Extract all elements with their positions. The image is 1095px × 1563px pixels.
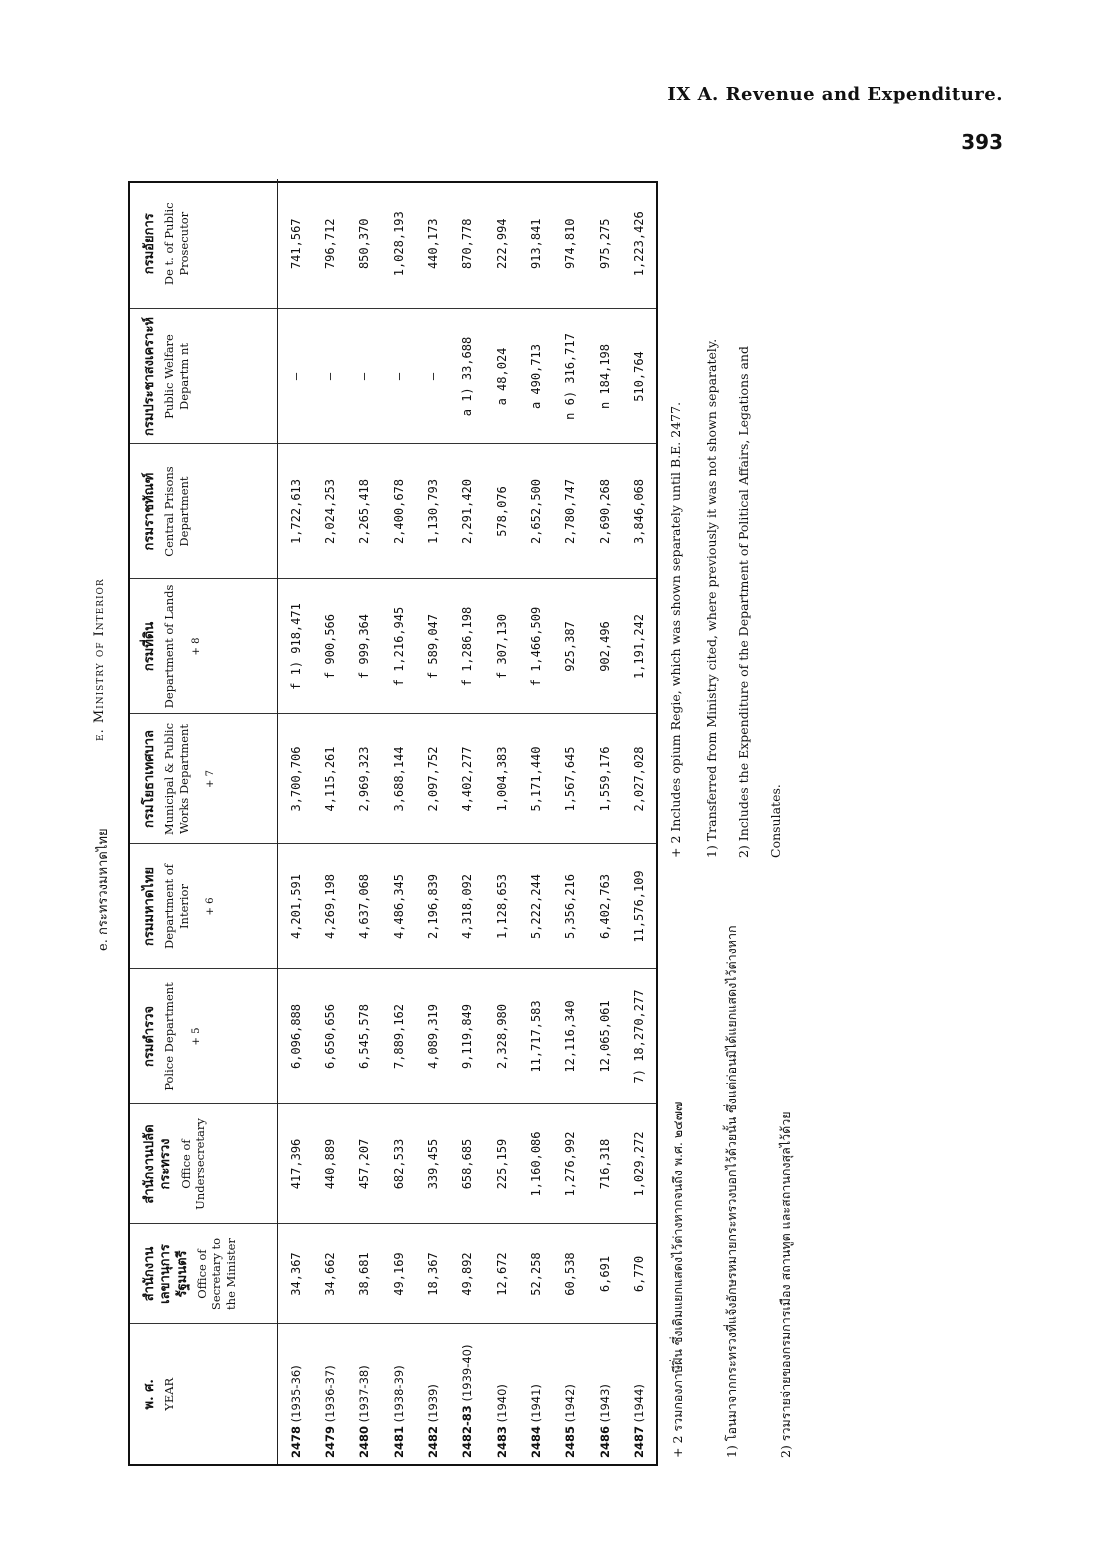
value-cell: 1,722,613 <box>278 444 314 579</box>
year-cell <box>587 1324 621 1464</box>
value-cell: 741,567 <box>278 179 314 309</box>
year-ad: (1938-39) <box>391 1365 406 1423</box>
footnote-eng-4: Consulates. <box>768 784 783 858</box>
column-header-english: Public Welfare Departm nt <box>162 334 191 419</box>
value-cell: 3,846,068 <box>622 444 656 579</box>
column-header-7 <box>130 444 278 579</box>
column-header-english: YEAR <box>162 1377 177 1411</box>
column-header-4 <box>130 844 278 969</box>
value-cell: — <box>313 309 347 444</box>
column-header-thai: สำนักงานเลขานุการรัฐมนตรี <box>142 1244 190 1304</box>
value-cell: 682,533 <box>382 1104 416 1224</box>
value-cell: 4,486,345 <box>382 844 416 969</box>
value-cell: 6,096,888 <box>278 969 314 1104</box>
year-cell <box>416 1324 450 1464</box>
header-row <box>130 179 278 1464</box>
value-cell: 5,171,440 <box>519 714 553 844</box>
column-header-thai: กรมประชาสงเคราะห์ <box>142 316 157 437</box>
table-row <box>587 179 621 1464</box>
value-cell: 6,402,763 <box>587 844 621 969</box>
year-be: 2479 <box>323 1425 338 1458</box>
year-ad: (1944) <box>631 1384 646 1423</box>
year-be: 2481 <box>391 1425 406 1458</box>
footnote-eng-3: 2) Includes the Expenditure of the Department of Political Affairs, Legations and <box>736 346 751 858</box>
value-cell: 1,004,383 <box>485 714 519 844</box>
value-cell: 12,116,340 <box>553 969 587 1104</box>
value-cell: n 184,198 <box>587 309 621 444</box>
year-cell <box>519 1324 553 1464</box>
column-header-1 <box>130 1224 278 1324</box>
column-note: + 5 <box>190 1027 202 1046</box>
value-cell: 6,770 <box>622 1224 656 1324</box>
year-ad: (1937-38) <box>357 1365 372 1423</box>
expenditure-table <box>128 181 658 1466</box>
table-row <box>313 179 347 1464</box>
value-cell: 1,028,193 <box>382 179 416 309</box>
year-cell <box>382 1324 416 1464</box>
value-cell: 3,700,706 <box>278 714 314 844</box>
year-cell <box>313 1324 347 1464</box>
value-cell: 1,128,653 <box>485 844 519 969</box>
value-cell: 34,367 <box>278 1224 314 1324</box>
value-cell: 34,662 <box>313 1224 347 1324</box>
value-cell: 1,276,992 <box>553 1104 587 1224</box>
value-cell: 1,130,793 <box>416 444 450 579</box>
column-header-english: De t. of Public Prosecutor <box>162 202 191 286</box>
value-cell: 1,567,645 <box>553 714 587 844</box>
value-cell: 2,196,839 <box>416 844 450 969</box>
year-be: 2483 <box>494 1425 509 1458</box>
column-header-thai: สำนักงานปลัดกระทรวง <box>142 1124 174 1204</box>
value-cell: 457,207 <box>347 1104 381 1224</box>
value-cell: 2,328,980 <box>485 969 519 1104</box>
value-cell: 510,764 <box>622 309 656 444</box>
value-cell: 975,275 <box>587 179 621 309</box>
column-note: + 7 <box>205 770 216 788</box>
column-header-8 <box>130 309 278 444</box>
value-cell: 18,367 <box>416 1224 450 1324</box>
value-cell: 925,387 <box>553 579 587 714</box>
value-cell: 850,370 <box>347 179 381 309</box>
column-header-thai: กรมมหาดไทย <box>142 866 157 947</box>
value-cell: 1,223,426 <box>622 179 656 309</box>
table-row <box>278 179 314 1464</box>
value-cell: 52,258 <box>519 1224 553 1324</box>
value-cell: 339,455 <box>416 1104 450 1224</box>
value-cell: 12,065,061 <box>587 969 621 1104</box>
value-cell: f 999,364 <box>347 579 381 714</box>
column-note: + 6 <box>205 897 216 916</box>
value-cell: f 307,130 <box>485 579 519 714</box>
value-cell: f 1,466,509 <box>519 579 553 714</box>
column-header-2 <box>130 1104 278 1224</box>
column-header-english: Police Department <box>162 982 177 1091</box>
value-cell: 2,027,028 <box>622 714 656 844</box>
value-cell: 4,318,092 <box>450 844 484 969</box>
value-cell: 1,029,272 <box>622 1104 656 1224</box>
year-be: 2482-83 <box>460 1405 475 1458</box>
page-number: 393 <box>961 130 1003 154</box>
value-cell: a 1) 33,688 <box>450 309 484 444</box>
year-be: 2485 <box>563 1425 578 1458</box>
value-cell: 440,889 <box>313 1104 347 1224</box>
value-cell: 1,191,242 <box>622 579 656 714</box>
value-cell: 4,201,591 <box>278 844 314 969</box>
column-note: + 8 <box>190 637 202 656</box>
section-title-thai: e. กระทรวงมหาดไทย <box>96 828 111 951</box>
column-header-english: Department of Interior <box>162 864 191 949</box>
column-header-thai: กรมตำรวจ <box>142 1005 157 1068</box>
year-cell <box>622 1324 656 1464</box>
value-cell: — <box>382 309 416 444</box>
value-cell: 60,538 <box>553 1224 587 1324</box>
value-cell: 2,690,268 <box>587 444 621 579</box>
value-cell: 440,173 <box>416 179 450 309</box>
column-header-5 <box>130 714 278 844</box>
value-cell: 4,115,261 <box>313 714 347 844</box>
value-cell: 796,712 <box>313 179 347 309</box>
column-header-0 <box>130 1324 278 1464</box>
column-header-english: Department of Lands <box>162 584 177 709</box>
year-cell <box>450 1324 484 1464</box>
value-cell: 2,265,418 <box>347 444 381 579</box>
value-cell: 7) 18,270,277 <box>622 969 656 1104</box>
value-cell: 6,650,656 <box>313 969 347 1104</box>
value-cell: 6,691 <box>587 1224 621 1324</box>
table-row <box>347 179 381 1464</box>
column-header-english: Office of Secretary to the Minister <box>194 1237 238 1311</box>
value-cell: 4,637,068 <box>347 844 381 969</box>
year-ad: (1943) <box>597 1384 612 1423</box>
value-cell: 716,318 <box>587 1104 621 1224</box>
column-header-3 <box>130 969 278 1104</box>
value-cell: — <box>416 309 450 444</box>
year-ad: (1939) <box>426 1384 441 1423</box>
table-row <box>416 179 450 1464</box>
value-cell: 4,402,277 <box>450 714 484 844</box>
value-cell: — <box>347 309 381 444</box>
year-be: 2478 <box>288 1425 303 1458</box>
value-cell: 4,089,319 <box>416 969 450 1104</box>
year-be: 2486 <box>597 1425 612 1458</box>
year-be: 2487 <box>631 1425 646 1458</box>
footnote-thai-3: 2) รวมรายจ่ายของกรมการเมือง สถานทูต และสถานกงสุลไว้ด้วย <box>778 1111 793 1458</box>
column-header-thai: กรมที่ดิน <box>142 621 157 672</box>
value-cell: 2,400,678 <box>382 444 416 579</box>
value-cell: 49,169 <box>382 1224 416 1324</box>
column-header-thai: กรมราชทัณฑ์ <box>142 472 157 551</box>
value-cell: 2,652,500 <box>519 444 553 579</box>
year-ad: (1936-37) <box>323 1365 338 1423</box>
column-header-thai: พ. ศ. <box>142 1379 157 1410</box>
column-header-9 <box>130 179 278 309</box>
value-cell: 7,889,162 <box>382 969 416 1104</box>
column-header-english: Municipal & Public Works Department <box>162 722 191 836</box>
year-cell <box>278 1324 314 1464</box>
footnote-eng-1: + 2 Includes opium Regie, which was shown separately until B.E. 2477. <box>668 401 683 858</box>
value-cell: 974,810 <box>553 179 587 309</box>
value-cell: 5,356,216 <box>553 844 587 969</box>
value-cell: 2,097,752 <box>416 714 450 844</box>
year-ad: (1939-40) <box>460 1344 475 1402</box>
year-be: 2482 <box>426 1425 441 1458</box>
year-be: 2484 <box>528 1425 543 1458</box>
value-cell: 902,496 <box>587 579 621 714</box>
year-be: 2480 <box>357 1425 372 1458</box>
table-row <box>519 179 553 1464</box>
value-cell: 12,672 <box>485 1224 519 1324</box>
value-cell: 3,688,144 <box>382 714 416 844</box>
column-header-thai: กรมโยธาเทศบาล <box>142 729 157 829</box>
footnote-eng-2: 1) Transferred from Ministry cited, where previously it was not shown separately. <box>704 338 719 858</box>
value-cell: — <box>278 309 314 444</box>
year-ad: (1935-36) <box>288 1365 303 1423</box>
value-cell: f 1) 918,471 <box>278 579 314 714</box>
year-ad: (1941) <box>528 1384 543 1423</box>
footnote-thai-1: + 2 รวมกองภาษีฝิ่น ซึ่งเดิมแยกแสดงไว้ต่างหากจนถึง พ.ศ. ๒๔๗๗ <box>670 1101 685 1458</box>
value-cell: 49,892 <box>450 1224 484 1324</box>
table-row <box>553 179 587 1464</box>
value-cell: 2,780,747 <box>553 444 587 579</box>
footnote-thai-2: 1) โอนมาจากกระทรวงที่แจ้งอักษรหมายกระทรวงบอกไว้ด้วยนั้น ซึ่งแต่ก่อนมิได้แยกแสดงไว้ต่างหาก <box>724 925 739 1458</box>
year-ad: (1942) <box>563 1384 578 1423</box>
value-cell: f 1,286,198 <box>450 579 484 714</box>
value-cell: 9,119,849 <box>450 969 484 1104</box>
value-cell: 1,559,176 <box>587 714 621 844</box>
page-header: IX A. Revenue and Expenditure. <box>667 84 1003 105</box>
table-row <box>450 179 484 1464</box>
value-cell: 913,841 <box>519 179 553 309</box>
table-row <box>622 179 656 1464</box>
value-cell: f 589,047 <box>416 579 450 714</box>
year-cell <box>485 1324 519 1464</box>
year-ad: (1940) <box>494 1384 509 1423</box>
value-cell: 578,076 <box>485 444 519 579</box>
value-cell: f 900,566 <box>313 579 347 714</box>
value-cell: 658,685 <box>450 1104 484 1224</box>
table-body <box>278 179 657 1464</box>
section-title <box>78 181 126 1466</box>
value-cell: 225,159 <box>485 1104 519 1224</box>
value-cell: 2,024,253 <box>313 444 347 579</box>
column-header-english: Central Prisons Department <box>162 466 191 557</box>
value-cell: 38,681 <box>347 1224 381 1324</box>
value-cell: 4,269,198 <box>313 844 347 969</box>
table-row <box>382 179 416 1464</box>
value-cell: 5,222,244 <box>519 844 553 969</box>
column-header-thai: กรมอัยการ <box>142 213 157 275</box>
value-cell: 2,969,323 <box>347 714 381 844</box>
value-cell: a 490,713 <box>519 309 553 444</box>
value-cell: 11,717,583 <box>519 969 553 1104</box>
value-cell: 222,994 <box>485 179 519 309</box>
year-cell <box>347 1324 381 1464</box>
value-cell: 6,545,578 <box>347 969 381 1104</box>
column-header-english: Office of Undersecretary <box>178 1118 207 1210</box>
value-cell: 1,160,086 <box>519 1104 553 1224</box>
section-title-english: e. Ministry of Interior <box>92 578 107 741</box>
table-row <box>485 179 519 1464</box>
value-cell: 2,291,420 <box>450 444 484 579</box>
rotated-table-block <box>78 181 808 1466</box>
value-cell: a 48,024 <box>485 309 519 444</box>
value-cell: 870,778 <box>450 179 484 309</box>
value-cell: f 1,216,945 <box>382 579 416 714</box>
value-cell: 11,576,109 <box>622 844 656 969</box>
value-cell: 417,396 <box>278 1104 314 1224</box>
year-cell <box>553 1324 587 1464</box>
column-header-6 <box>130 579 278 714</box>
value-cell: n 6) 316,717 <box>553 309 587 444</box>
